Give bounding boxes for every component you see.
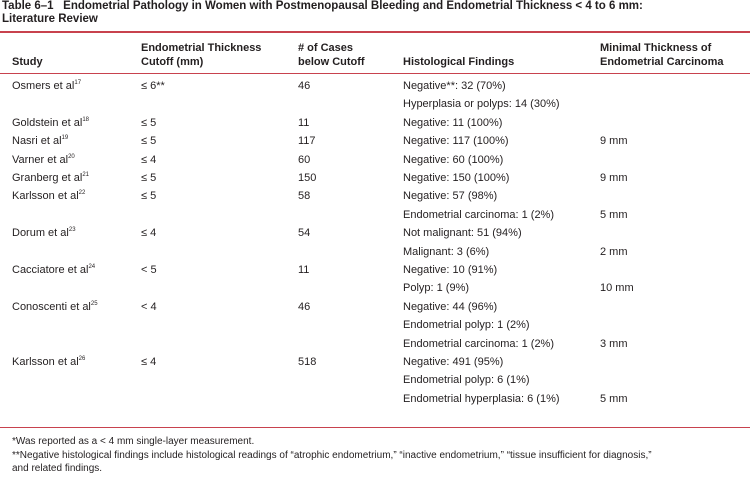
cell-cutoff: < 4 [141, 300, 157, 313]
header-study: Study [12, 56, 43, 68]
table-row [0, 132, 750, 150]
cell-study [12, 298, 98, 316]
study-name: Osmers et al [12, 80, 75, 92]
table-title-line2: Literature Review [2, 13, 98, 25]
study-name: Varner et al [12, 153, 69, 166]
table-row [0, 224, 750, 242]
cell-cases: 11 [298, 116, 310, 129]
cell-study [12, 224, 76, 242]
header-cutoff-line1: Endometrial Thickness [141, 42, 262, 54]
header-findings: Histological Findings [403, 56, 515, 68]
cell-finding: Negative: 57 (98%) [403, 190, 498, 203]
table-row [0, 279, 750, 297]
cell-study [12, 353, 85, 371]
reference-number: 20 [68, 153, 75, 160]
cell-cutoff: ≤ 5 [141, 116, 157, 129]
study-name: Nasri et al [12, 135, 62, 148]
study-name: Conoscenti et al [12, 300, 91, 313]
study-name: Cacciatore et al [12, 264, 89, 276]
cell-finding: Malignant: 3 (6%) [403, 245, 490, 258]
table-row [0, 390, 750, 408]
cell-cases: 11 [298, 264, 310, 276]
cell-finding: Negative: 150 (100%) [403, 172, 510, 184]
table-row [0, 316, 750, 334]
table-row [0, 335, 750, 353]
cell-cases: 60 [298, 153, 311, 166]
cell-cutoff: ≤ 5 [141, 135, 157, 148]
cell-minimal: 3 mm [600, 337, 628, 350]
table-row [0, 77, 750, 95]
table-row [0, 261, 750, 279]
study-name: Dorum et al [12, 227, 69, 240]
header-rule [0, 73, 750, 74]
header-cases-line1: # of Cases [298, 42, 354, 54]
cell-minimal: 9 mm [600, 135, 628, 148]
header-cutoff [141, 41, 261, 69]
cell-cases: 54 [298, 227, 311, 240]
cell-finding: Endometrial polyp: 6 (1%) [403, 374, 530, 387]
cell-finding: Endometrial polyp: 1 (2%) [403, 319, 530, 332]
header-cases [298, 41, 365, 69]
cell-finding: Negative: 11 (100%) [403, 116, 503, 129]
table-row [0, 243, 750, 261]
cell-study [12, 187, 85, 205]
cell-cases: 58 [298, 190, 311, 203]
cell-cutoff: ≤ 4 [141, 153, 157, 166]
table-row [0, 95, 750, 113]
footnote: **Negative histological findings include histological readings of “atrophic endometrium,” “inactive endometrium,” “tissue insufficient for diagnosis,” [12, 449, 652, 461]
table-title-text: Endometrial Pathology in Women with Postmenopausal Bleeding and Endometrial Thickness < 4 to 6 mm: [63, 0, 643, 12]
cell-finding: Negative: 60 (100%) [403, 153, 504, 166]
cell-finding: Negative: 491 (95%) [403, 356, 504, 368]
header-minimal-line2: Endometrial Carcinoma [600, 56, 724, 68]
table-row [0, 187, 750, 205]
cell-cases: 46 [298, 300, 311, 313]
cell-finding: Not malignant: 51 (94%) [403, 227, 522, 240]
table-row [0, 169, 750, 187]
reference-number: 22 [78, 190, 86, 197]
bottom-rule [0, 427, 750, 428]
study-name: Goldstein et al [12, 116, 83, 129]
cell-minimal: 5 mm [600, 208, 628, 221]
cell-cutoff: < 5 [141, 264, 157, 276]
cell-finding: Hyperplasia or polyps: 14 (30%) [403, 98, 560, 111]
cell-cases: 46 [298, 80, 311, 92]
cell-cutoff: ≤ 5 [141, 172, 157, 184]
cell-finding: Negative**: 32 (70%) [403, 80, 506, 92]
reference-number: 25 [90, 300, 98, 307]
cell-finding: Negative: 44 (96%) [403, 300, 498, 313]
table-row [0, 353, 750, 371]
table-row [0, 298, 750, 316]
table-title [2, 0, 747, 26]
cell-minimal: 5 mm [600, 392, 628, 405]
cell-finding: Endometrial hyperplasia: 6 (1%) [403, 392, 560, 405]
cell-cases: 518 [298, 356, 317, 368]
reference-number: 18 [82, 116, 90, 123]
reference-number: 24 [88, 264, 96, 270]
footnote: and related findings. [12, 463, 103, 474]
cell-finding: Endometrial carcinoma: 1 (2%) [403, 208, 555, 221]
cell-minimal: 2 mm [600, 245, 628, 258]
cell-study [12, 114, 89, 132]
reference-number: 17 [74, 80, 82, 86]
cell-study [12, 261, 95, 279]
table-row [0, 151, 750, 169]
table-row [0, 114, 750, 132]
cell-finding: Negative: 117 (100%) [403, 135, 509, 148]
header-minimal [600, 41, 723, 69]
top-rule [0, 31, 750, 33]
study-name: Karlsson et al [12, 356, 79, 368]
table-row [0, 206, 750, 224]
cell-minimal: 9 mm [600, 172, 628, 184]
study-name: Karlsson et al [12, 190, 79, 203]
table-label: Table 6–1 [2, 0, 54, 12]
study-name: Granberg et al [12, 172, 83, 184]
reference-number: 26 [78, 356, 86, 362]
cell-minimal: 10 mm [600, 282, 634, 295]
cell-finding: Polyp: 1 (9%) [403, 282, 470, 295]
cell-cutoff: ≤ 6** [141, 80, 165, 92]
cell-cases: 117 [298, 135, 316, 148]
cell-cutoff: ≤ 4 [141, 356, 157, 368]
cell-study [12, 169, 89, 187]
cell-finding: Endometrial carcinoma: 1 (2%) [403, 337, 555, 350]
cell-cases: 150 [298, 172, 317, 184]
cell-study [12, 132, 68, 150]
cell-study [12, 77, 81, 95]
cell-cutoff: ≤ 5 [141, 190, 157, 203]
footnote: *Was reported as a < 4 mm single-layer measurement. [12, 436, 255, 447]
header-cases-line2: below Cutoff [298, 56, 365, 68]
reference-number: 19 [61, 135, 69, 142]
cell-study [12, 151, 75, 169]
cell-cutoff: ≤ 4 [141, 227, 157, 240]
table-row [0, 371, 750, 389]
reference-number: 23 [68, 227, 76, 234]
header-cutoff-line2: Cutoff (mm) [141, 56, 204, 68]
cell-finding: Negative: 10 (91%) [403, 264, 498, 276]
header-minimal-line1: Minimal Thickness of [600, 42, 712, 54]
footnotes [12, 435, 747, 476]
reference-number: 21 [82, 172, 90, 178]
